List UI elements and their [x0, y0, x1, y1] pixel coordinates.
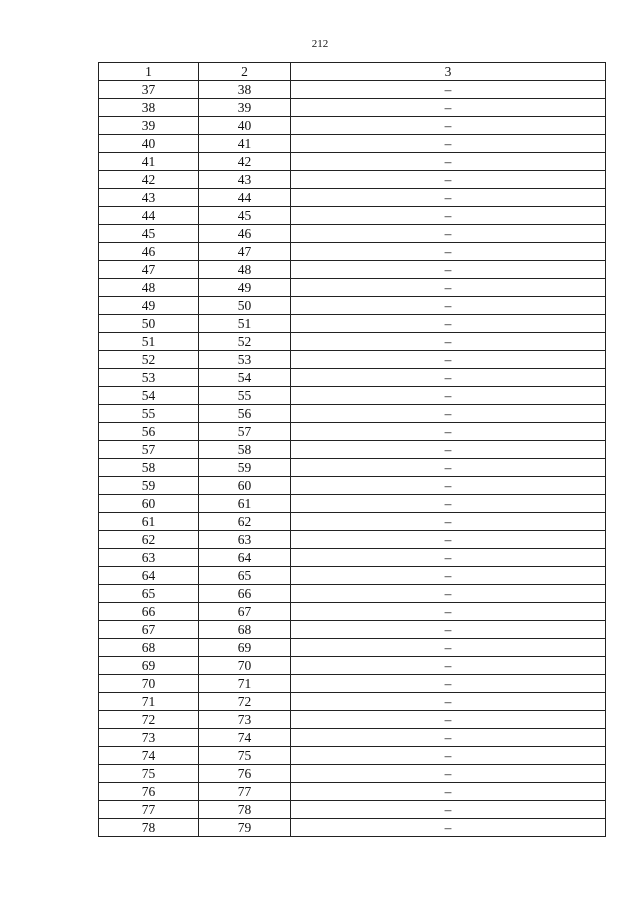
table-cell-col2: 77: [199, 783, 291, 801]
table-cell-col1: 60: [99, 495, 199, 513]
column-header-2: 2: [199, 63, 291, 81]
table-cell-col2: 41: [199, 135, 291, 153]
table-row: [99, 405, 606, 423]
table-cell-col3: –: [291, 279, 606, 297]
table-cell-col2: 58: [199, 441, 291, 459]
table-row: [99, 171, 606, 189]
table-cell-col3: –: [291, 783, 606, 801]
table-cell-col2: 71: [199, 675, 291, 693]
table-cell-col1: 54: [99, 387, 199, 405]
table-cell-col2: 76: [199, 765, 291, 783]
table-row: [99, 531, 606, 549]
table-row: [99, 693, 606, 711]
table-row: [99, 675, 606, 693]
column-header-1: 1: [99, 63, 199, 81]
table-cell-col1: 41: [99, 153, 199, 171]
table-cell-col2: 79: [199, 819, 291, 837]
table-cell-col1: 73: [99, 729, 199, 747]
table-cell-col2: 55: [199, 387, 291, 405]
table-row: [99, 459, 606, 477]
table-cell-col3: –: [291, 765, 606, 783]
table-cell-col3: –: [291, 657, 606, 675]
table-cell-col3: –: [291, 441, 606, 459]
table-row: [99, 279, 606, 297]
table-cell-col3: –: [291, 369, 606, 387]
table-cell-col3: –: [291, 531, 606, 549]
table-row: [99, 189, 606, 207]
data-table: [98, 62, 606, 837]
table-cell-col2: 59: [199, 459, 291, 477]
table-cell-col2: 48: [199, 261, 291, 279]
table-row: [99, 639, 606, 657]
table-cell-col3: –: [291, 567, 606, 585]
table-cell-col3: –: [291, 693, 606, 711]
table-cell-col3: –: [291, 459, 606, 477]
table-cell-col1: 63: [99, 549, 199, 567]
table-row: [99, 495, 606, 513]
table-cell-col1: 72: [99, 711, 199, 729]
table-cell-col1: 70: [99, 675, 199, 693]
table-cell-col2: 54: [199, 369, 291, 387]
table-row: [99, 513, 606, 531]
table-cell-col2: 68: [199, 621, 291, 639]
table-row: [99, 729, 606, 747]
table-cell-col2: 60: [199, 477, 291, 495]
table-cell-col1: 65: [99, 585, 199, 603]
table-cell-col2: 53: [199, 351, 291, 369]
table-cell-col2: 75: [199, 747, 291, 765]
table-cell-col2: 46: [199, 225, 291, 243]
table-cell-col1: 71: [99, 693, 199, 711]
table-row: [99, 657, 606, 675]
table-cell-col3: –: [291, 387, 606, 405]
table-row: [99, 153, 606, 171]
table-row: [99, 207, 606, 225]
table-row: [99, 603, 606, 621]
table-cell-col2: 42: [199, 153, 291, 171]
table-row: [99, 351, 606, 369]
table-cell-col1: 59: [99, 477, 199, 495]
table-row: [99, 261, 606, 279]
table-row: [99, 315, 606, 333]
table-cell-col3: –: [291, 261, 606, 279]
table-cell-col1: 75: [99, 765, 199, 783]
table-cell-col1: 58: [99, 459, 199, 477]
table-row: [99, 585, 606, 603]
table-cell-col1: 48: [99, 279, 199, 297]
table-cell-col1: 76: [99, 783, 199, 801]
table-row: [99, 135, 606, 153]
table-cell-col3: –: [291, 351, 606, 369]
table-cell-col1: 44: [99, 207, 199, 225]
table-cell-col2: 66: [199, 585, 291, 603]
table-cell-col1: 67: [99, 621, 199, 639]
table-cell-col3: –: [291, 621, 606, 639]
table-row: [99, 621, 606, 639]
table-cell-col3: –: [291, 81, 606, 99]
table-cell-col3: –: [291, 801, 606, 819]
table-cell-col2: 78: [199, 801, 291, 819]
table-cell-col2: 72: [199, 693, 291, 711]
table-cell-col3: –: [291, 135, 606, 153]
table-cell-col1: 47: [99, 261, 199, 279]
table-row: [99, 441, 606, 459]
table-row: [99, 801, 606, 819]
table-cell-col2: 73: [199, 711, 291, 729]
table-row: [99, 99, 606, 117]
table-cell-col1: 39: [99, 117, 199, 135]
table-cell-col2: 49: [199, 279, 291, 297]
table-cell-col1: 53: [99, 369, 199, 387]
table-cell-col2: 38: [199, 81, 291, 99]
table-cell-col2: 64: [199, 549, 291, 567]
table-cell-col2: 67: [199, 603, 291, 621]
table-cell-col2: 69: [199, 639, 291, 657]
table-cell-col3: –: [291, 675, 606, 693]
table-cell-col1: 40: [99, 135, 199, 153]
table-cell-col3: –: [291, 819, 606, 837]
table-cell-col1: 64: [99, 567, 199, 585]
table-cell-col3: –: [291, 729, 606, 747]
table-cell-col3: –: [291, 99, 606, 117]
table-cell-col2: 45: [199, 207, 291, 225]
table-cell-col3: –: [291, 297, 606, 315]
column-header-3: 3: [291, 63, 606, 81]
table-row: [99, 783, 606, 801]
table-row: [99, 297, 606, 315]
table-cell-col3: –: [291, 153, 606, 171]
table-cell-col3: –: [291, 639, 606, 657]
table-cell-col1: 66: [99, 603, 199, 621]
table-cell-col3: –: [291, 243, 606, 261]
table-cell-col3: –: [291, 189, 606, 207]
page-number: 212: [311, 38, 329, 50]
table-row: [99, 81, 606, 99]
table-cell-col2: 39: [199, 99, 291, 117]
table-cell-col2: 63: [199, 531, 291, 549]
table-cell-col2: 50: [199, 297, 291, 315]
table-row: [99, 333, 606, 351]
table-cell-col1: 49: [99, 297, 199, 315]
table-cell-col3: –: [291, 585, 606, 603]
table-cell-col1: 55: [99, 405, 199, 423]
table-cell-col1: 69: [99, 657, 199, 675]
table-cell-col1: 62: [99, 531, 199, 549]
table-row: [99, 117, 606, 135]
table-row: [99, 387, 606, 405]
table-cell-col3: –: [291, 207, 606, 225]
table-row: [99, 369, 606, 387]
table-cell-col2: 47: [199, 243, 291, 261]
table-cell-col1: 52: [99, 351, 199, 369]
table-cell-col2: 56: [199, 405, 291, 423]
table-cell-col1: 43: [99, 189, 199, 207]
table-cell-col3: –: [291, 405, 606, 423]
table-cell-col1: 78: [99, 819, 199, 837]
table-cell-col3: –: [291, 711, 606, 729]
table-cell-col1: 56: [99, 423, 199, 441]
table-row: [99, 819, 606, 837]
table-cell-col3: –: [291, 171, 606, 189]
table-cell-col3: –: [291, 423, 606, 441]
table-cell-col2: 52: [199, 333, 291, 351]
table-cell-col2: 74: [199, 729, 291, 747]
table-row: [99, 549, 606, 567]
table-cell-col3: –: [291, 513, 606, 531]
table-cell-col2: 65: [199, 567, 291, 585]
table-cell-col3: –: [291, 477, 606, 495]
table-cell-col3: –: [291, 333, 606, 351]
table-cell-col3: –: [291, 549, 606, 567]
table-cell-col1: 74: [99, 747, 199, 765]
table-cell-col3: –: [291, 117, 606, 135]
table-cell-col1: 50: [99, 315, 199, 333]
table-cell-col1: 42: [99, 171, 199, 189]
table-body: [99, 63, 606, 837]
table-cell-col2: 57: [199, 423, 291, 441]
table-cell-col3: –: [291, 225, 606, 243]
table-row: [99, 765, 606, 783]
table-cell-col2: 70: [199, 657, 291, 675]
table-cell-col2: 43: [199, 171, 291, 189]
table-cell-col3: –: [291, 495, 606, 513]
table-header-row: [99, 63, 606, 81]
table-cell-col1: 61: [99, 513, 199, 531]
table-row: [99, 477, 606, 495]
table-cell-col2: 51: [199, 315, 291, 333]
table-cell-col1: 38: [99, 99, 199, 117]
table-cell-col1: 51: [99, 333, 199, 351]
table-row: [99, 423, 606, 441]
table-cell-col3: –: [291, 603, 606, 621]
table-row: [99, 243, 606, 261]
table-cell-col1: 45: [99, 225, 199, 243]
table-cell-col2: 44: [199, 189, 291, 207]
table-cell-col1: 77: [99, 801, 199, 819]
table-cell-col1: 68: [99, 639, 199, 657]
table-row: [99, 747, 606, 765]
table-row: [99, 711, 606, 729]
table-cell-col1: 37: [99, 81, 199, 99]
table-cell-col2: 62: [199, 513, 291, 531]
table-cell-col3: –: [291, 315, 606, 333]
table-cell-col2: 40: [199, 117, 291, 135]
table-cell-col3: –: [291, 747, 606, 765]
table-cell-col1: 46: [99, 243, 199, 261]
table-cell-col2: 61: [199, 495, 291, 513]
table-cell-col1: 57: [99, 441, 199, 459]
table-row: [99, 225, 606, 243]
table-row: [99, 567, 606, 585]
